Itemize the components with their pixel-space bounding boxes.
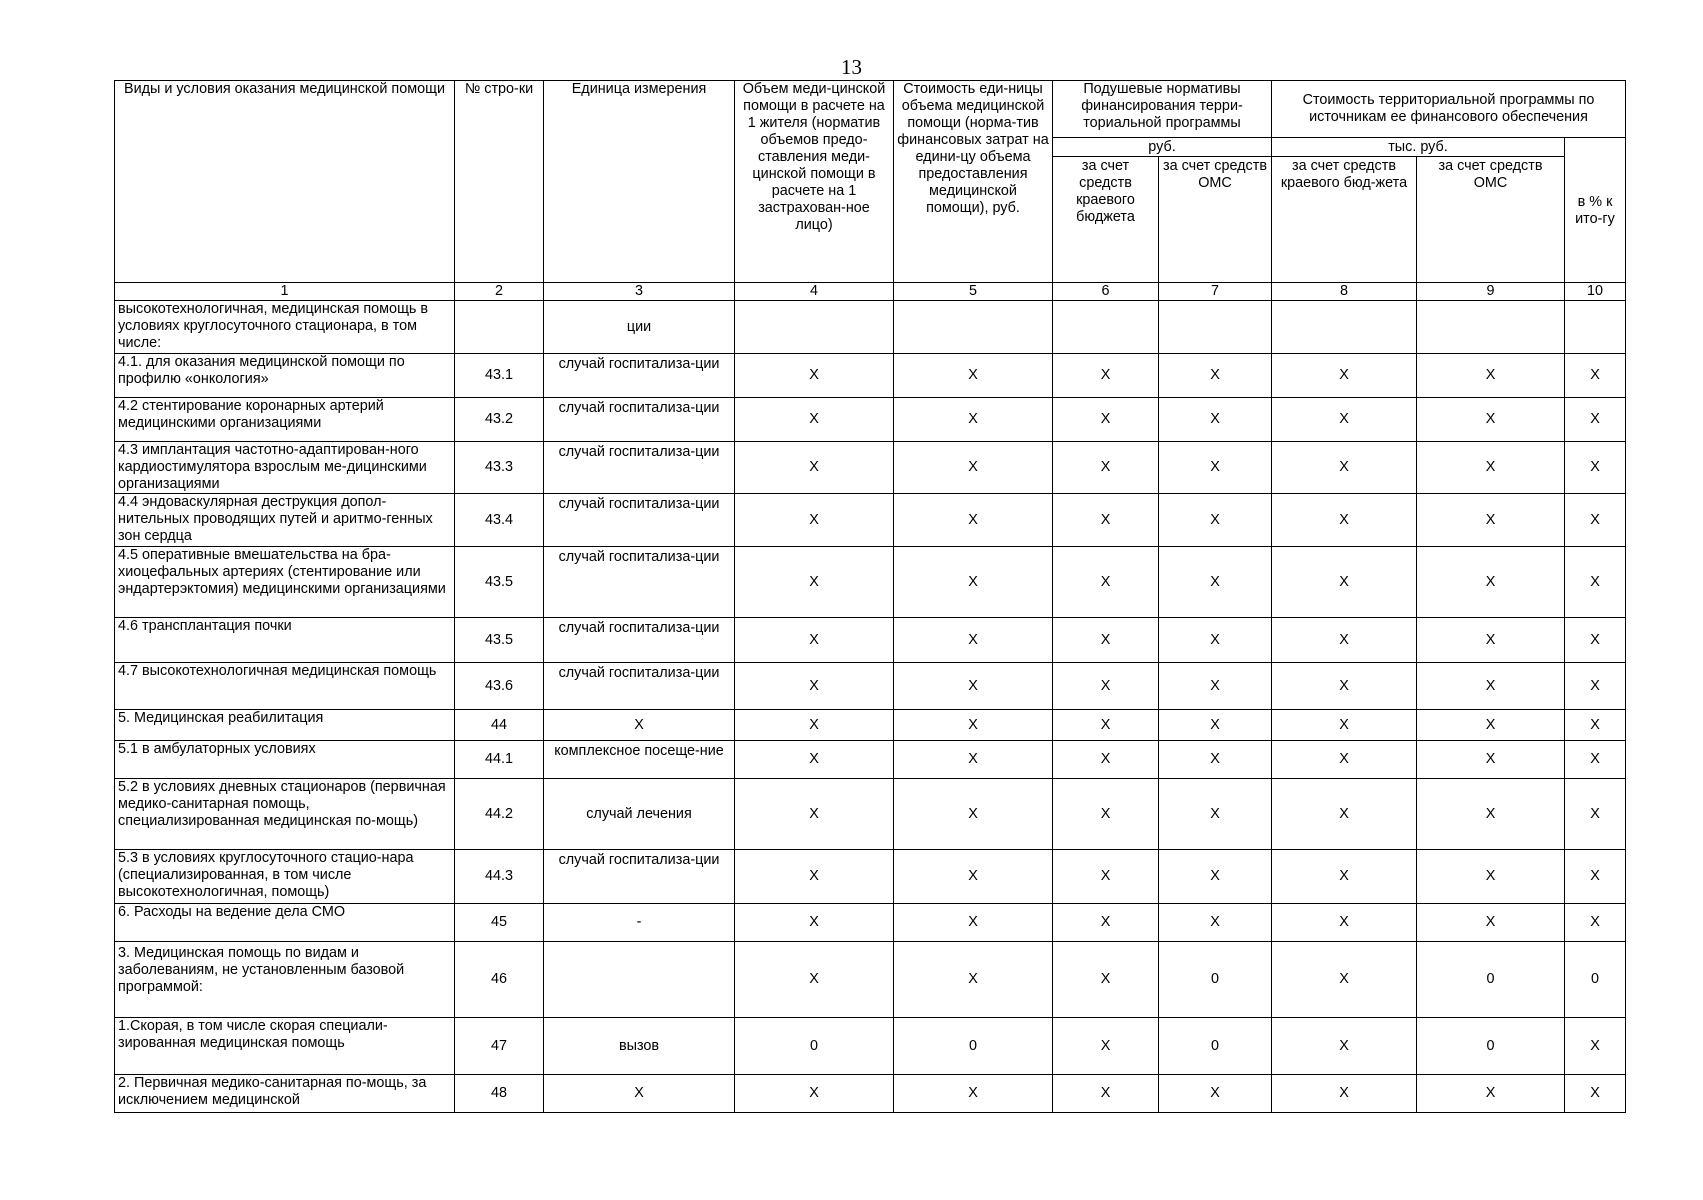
- column-number: 1: [115, 283, 455, 301]
- row-description: 4.3 имплантация частотно-адаптирован-ного кардиостимулятора взрослым ме-дицинскими организациями: [115, 442, 455, 494]
- row-number: 43.1: [455, 354, 544, 398]
- row-value: X: [1053, 663, 1159, 710]
- row-value: 0: [1159, 1018, 1272, 1075]
- row-value: X: [894, 494, 1053, 547]
- row-value: X: [1272, 1075, 1417, 1113]
- header-col-7: за счет средств ОМС: [1159, 157, 1272, 283]
- row-value: 0: [1417, 1018, 1565, 1075]
- table-row: [115, 1075, 1626, 1113]
- row-description: 2. Первичная медико-санитарная по-мощь, за исключением медицинской: [115, 1075, 455, 1113]
- row-value: X: [1272, 850, 1417, 904]
- row-description: 4.4 эндоваскулярная деструкция допол-нительных проводящих путей и аритмо-генных зон сердца: [115, 494, 455, 547]
- row-value: X: [1272, 398, 1417, 442]
- table-row: [115, 494, 1626, 547]
- row-value: X: [1272, 1018, 1417, 1075]
- row-value: X: [1272, 663, 1417, 710]
- row-value: X: [1053, 942, 1159, 1018]
- program-cost-table: [114, 80, 1626, 1113]
- row-value: X: [1565, 904, 1626, 942]
- row-unit: случай госпитализа-ции: [544, 398, 735, 442]
- row-unit: X: [544, 710, 735, 741]
- row-value: X: [1272, 779, 1417, 850]
- header-col-1: Виды и условия оказания медицинской помощи: [115, 81, 455, 283]
- row-value: X: [1159, 442, 1272, 494]
- row-value: X: [894, 1075, 1053, 1113]
- row-value: X: [1272, 547, 1417, 618]
- row-value: [1565, 301, 1626, 354]
- row-description: 4.5 оперативные вмешательства на бра-хиоцефальных артериях (стентирование или эндартерэктомия) медицинскими организациями: [115, 547, 455, 618]
- table-row: [115, 942, 1626, 1018]
- column-number: 9: [1417, 283, 1565, 301]
- row-value: X: [894, 850, 1053, 904]
- table-row: [115, 904, 1626, 942]
- row-value: X: [1417, 547, 1565, 618]
- row-value: X: [1417, 354, 1565, 398]
- row-value: X: [1053, 618, 1159, 663]
- table-row: [115, 398, 1626, 442]
- row-number: 44.1: [455, 741, 544, 779]
- row-number: 43.5: [455, 618, 544, 663]
- row-unit: вызов: [544, 1018, 735, 1075]
- table-row: [115, 741, 1626, 779]
- row-unit: случай госпитализа-ции: [544, 442, 735, 494]
- row-number: 43.5: [455, 547, 544, 618]
- row-value: X: [894, 618, 1053, 663]
- row-value: X: [1417, 618, 1565, 663]
- row-value: [1159, 301, 1272, 354]
- row-value: X: [1565, 618, 1626, 663]
- row-unit: X: [544, 1075, 735, 1113]
- row-value: X: [1565, 442, 1626, 494]
- column-number: 6: [1053, 283, 1159, 301]
- row-value: X: [1053, 1018, 1159, 1075]
- row-value: X: [735, 398, 894, 442]
- row-value: X: [735, 663, 894, 710]
- row-value: X: [1417, 442, 1565, 494]
- row-description: 5. Медицинская реабилитация: [115, 710, 455, 741]
- row-unit: случай госпитализа-ции: [544, 663, 735, 710]
- row-value: X: [1159, 904, 1272, 942]
- row-value: X: [735, 942, 894, 1018]
- row-number: 46: [455, 942, 544, 1018]
- row-unit: случай госпитализа-ции: [544, 494, 735, 547]
- column-number: 5: [894, 283, 1053, 301]
- row-value: X: [1272, 710, 1417, 741]
- table-row: [115, 1018, 1626, 1075]
- row-value: X: [894, 710, 1053, 741]
- row-value: X: [1565, 1075, 1626, 1113]
- column-number: 7: [1159, 283, 1272, 301]
- column-number: 4: [735, 283, 894, 301]
- row-value: X: [1053, 779, 1159, 850]
- row-value: X: [1159, 850, 1272, 904]
- row-value: X: [894, 398, 1053, 442]
- row-value: [1053, 301, 1159, 354]
- row-value: X: [735, 1075, 894, 1113]
- row-description: 5.2 в условиях дневных стационаров (первичная медико-санитарная помощь, специализированная медицинская по-мощь): [115, 779, 455, 850]
- row-value: X: [1565, 494, 1626, 547]
- row-number: 43.3: [455, 442, 544, 494]
- row-value: X: [1159, 354, 1272, 398]
- row-value: X: [1417, 710, 1565, 741]
- row-value: X: [1159, 398, 1272, 442]
- row-value: X: [1159, 741, 1272, 779]
- row-number: 43.4: [455, 494, 544, 547]
- row-unit: случай лечения: [544, 779, 735, 850]
- column-number: 8: [1272, 283, 1417, 301]
- row-value: X: [1053, 398, 1159, 442]
- row-value: 0: [1159, 942, 1272, 1018]
- row-value: X: [1417, 1075, 1565, 1113]
- header-col-2: № стро-ки: [455, 81, 544, 283]
- table-row: [115, 850, 1626, 904]
- row-unit: [544, 942, 735, 1018]
- row-value: X: [1272, 618, 1417, 663]
- page-number: 13: [841, 55, 862, 79]
- row-description: 4.7 высокотехнологичная медицинская помощь: [115, 663, 455, 710]
- row-value: X: [1053, 904, 1159, 942]
- row-number: 43.2: [455, 398, 544, 442]
- row-value: X: [1565, 547, 1626, 618]
- table-row: [115, 354, 1626, 398]
- row-unit: случай госпитализа-ции: [544, 850, 735, 904]
- row-value: 0: [1417, 942, 1565, 1018]
- row-value: X: [1565, 663, 1626, 710]
- row-value: X: [1565, 354, 1626, 398]
- row-value: X: [735, 779, 894, 850]
- table-row: [115, 779, 1626, 850]
- header-unit-thous-rub: тыс. руб.: [1272, 138, 1565, 157]
- row-value: X: [1565, 710, 1626, 741]
- header-unit-rub: руб.: [1053, 138, 1272, 157]
- row-value: [735, 301, 894, 354]
- table-row: [115, 547, 1626, 618]
- row-value: X: [1417, 741, 1565, 779]
- row-value: X: [1053, 710, 1159, 741]
- row-value: X: [1272, 494, 1417, 547]
- row-value: [1272, 301, 1417, 354]
- row-value: X: [1417, 663, 1565, 710]
- row-description: высокотехнологичная, медицинская помощь в условиях круглосуточного стационара, в том числе:: [115, 301, 455, 354]
- table-row: [115, 663, 1626, 710]
- row-description: 1.Скорая, в том числе скорая специали-зированная медицинская помощь: [115, 1018, 455, 1075]
- row-number: [455, 301, 544, 354]
- row-value: [1417, 301, 1565, 354]
- header-group-normative: Подушевые нормативы финансирования терри-ториальной программы: [1053, 81, 1272, 138]
- row-unit: случай госпитализа-ции: [544, 354, 735, 398]
- row-value: X: [1417, 398, 1565, 442]
- row-number: 43.6: [455, 663, 544, 710]
- table-body: [115, 301, 1626, 1113]
- column-number: 2: [455, 283, 544, 301]
- header-col-4: Объем меди-цинской помощи в расчете на 1 жителя (норматив объемов предо-ставления меди-цинской помощи в расчете на 1 застрахован-ное лицо): [735, 81, 894, 283]
- header-col-9: за счет средств ОМС: [1417, 157, 1565, 283]
- row-value: 0: [894, 1018, 1053, 1075]
- row-value: X: [1272, 354, 1417, 398]
- row-number: 44.3: [455, 850, 544, 904]
- row-value: X: [894, 663, 1053, 710]
- row-value: X: [894, 354, 1053, 398]
- row-value: X: [735, 850, 894, 904]
- row-value: X: [1053, 442, 1159, 494]
- row-value: X: [1053, 850, 1159, 904]
- row-value: X: [1417, 904, 1565, 942]
- row-value: X: [1159, 494, 1272, 547]
- row-value: X: [894, 942, 1053, 1018]
- column-number: 3: [544, 283, 735, 301]
- row-value: X: [894, 547, 1053, 618]
- row-value: X: [1159, 663, 1272, 710]
- row-value: X: [894, 779, 1053, 850]
- row-value: X: [1272, 442, 1417, 494]
- row-unit: -: [544, 904, 735, 942]
- row-value: 0: [1565, 942, 1626, 1018]
- row-number: 44.2: [455, 779, 544, 850]
- table-row: [115, 442, 1626, 494]
- row-unit: случай госпитализа-ции: [544, 618, 735, 663]
- row-value: X: [1417, 494, 1565, 547]
- row-value: X: [735, 741, 894, 779]
- row-value: 0: [735, 1018, 894, 1075]
- row-value: X: [1053, 547, 1159, 618]
- row-value: X: [1417, 850, 1565, 904]
- row-value: X: [1272, 741, 1417, 779]
- row-value: X: [1159, 618, 1272, 663]
- header-col-8: за счет средств краевого бюд-жета: [1272, 157, 1417, 283]
- table-header: [115, 81, 1626, 301]
- table-row: [115, 710, 1626, 741]
- row-value: X: [1565, 1018, 1626, 1075]
- row-value: X: [1565, 850, 1626, 904]
- row-unit: случай госпитализа-ции: [544, 547, 735, 618]
- row-value: X: [1565, 398, 1626, 442]
- row-unit: комплексное посеще-ние: [544, 741, 735, 779]
- header-col-3: Единица измерения: [544, 81, 735, 283]
- row-value: X: [1272, 942, 1417, 1018]
- table-row: [115, 301, 1626, 354]
- row-value: X: [735, 547, 894, 618]
- header-col-5: Стоимость еди-ницы объема медицинской помощи (норма-тив финансовых затрат на едини-цу объема предоставления медицинской помощи), руб.: [894, 81, 1053, 283]
- row-value: X: [1272, 904, 1417, 942]
- header-col-6: за счет средств краевого бюджета: [1053, 157, 1159, 283]
- header-col-10: в % к ито-гу: [1565, 138, 1626, 283]
- row-value: X: [735, 710, 894, 741]
- row-unit: ции: [544, 301, 735, 354]
- row-number: 44: [455, 710, 544, 741]
- row-value: X: [1053, 741, 1159, 779]
- row-value: X: [894, 904, 1053, 942]
- row-number: 48: [455, 1075, 544, 1113]
- row-value: X: [894, 442, 1053, 494]
- row-description: 5.1 в амбулаторных условиях: [115, 741, 455, 779]
- row-value: X: [735, 442, 894, 494]
- row-description: 6. Расходы на ведение дела СМО: [115, 904, 455, 942]
- row-value: X: [1159, 1075, 1272, 1113]
- row-value: [894, 301, 1053, 354]
- column-number: 10: [1565, 283, 1626, 301]
- row-description: 4.6 трансплантация почки: [115, 618, 455, 663]
- row-value: X: [1417, 779, 1565, 850]
- header-group-cost: Стоимость территориальной программы по источникам ее финансового обеспечения: [1272, 81, 1626, 138]
- table-row: [115, 618, 1626, 663]
- row-value: X: [1053, 1075, 1159, 1113]
- row-description: 5.3 в условиях круглосуточного стацио-нара (специализированная, в том числе высокотехнологичная, помощь): [115, 850, 455, 904]
- row-value: X: [1565, 741, 1626, 779]
- column-number-row: [115, 283, 1626, 301]
- row-number: 47: [455, 1018, 544, 1075]
- row-value: X: [735, 494, 894, 547]
- row-number: 45: [455, 904, 544, 942]
- row-description: 4.2 стентирование коронарных артерий медицинскими организациями: [115, 398, 455, 442]
- row-value: X: [1565, 779, 1626, 850]
- row-description: 4.1. для оказания медицинской помощи по профилю «онкология»: [115, 354, 455, 398]
- row-value: X: [894, 741, 1053, 779]
- row-value: X: [1053, 354, 1159, 398]
- row-value: X: [1053, 494, 1159, 547]
- row-value: X: [735, 618, 894, 663]
- row-value: X: [1159, 547, 1272, 618]
- row-value: X: [1159, 710, 1272, 741]
- row-description: 3. Медицинская помощь по видам и заболеваниям, не установленным базовой программой:: [115, 942, 455, 1018]
- row-value: X: [1159, 779, 1272, 850]
- row-value: X: [735, 904, 894, 942]
- row-value: X: [735, 354, 894, 398]
